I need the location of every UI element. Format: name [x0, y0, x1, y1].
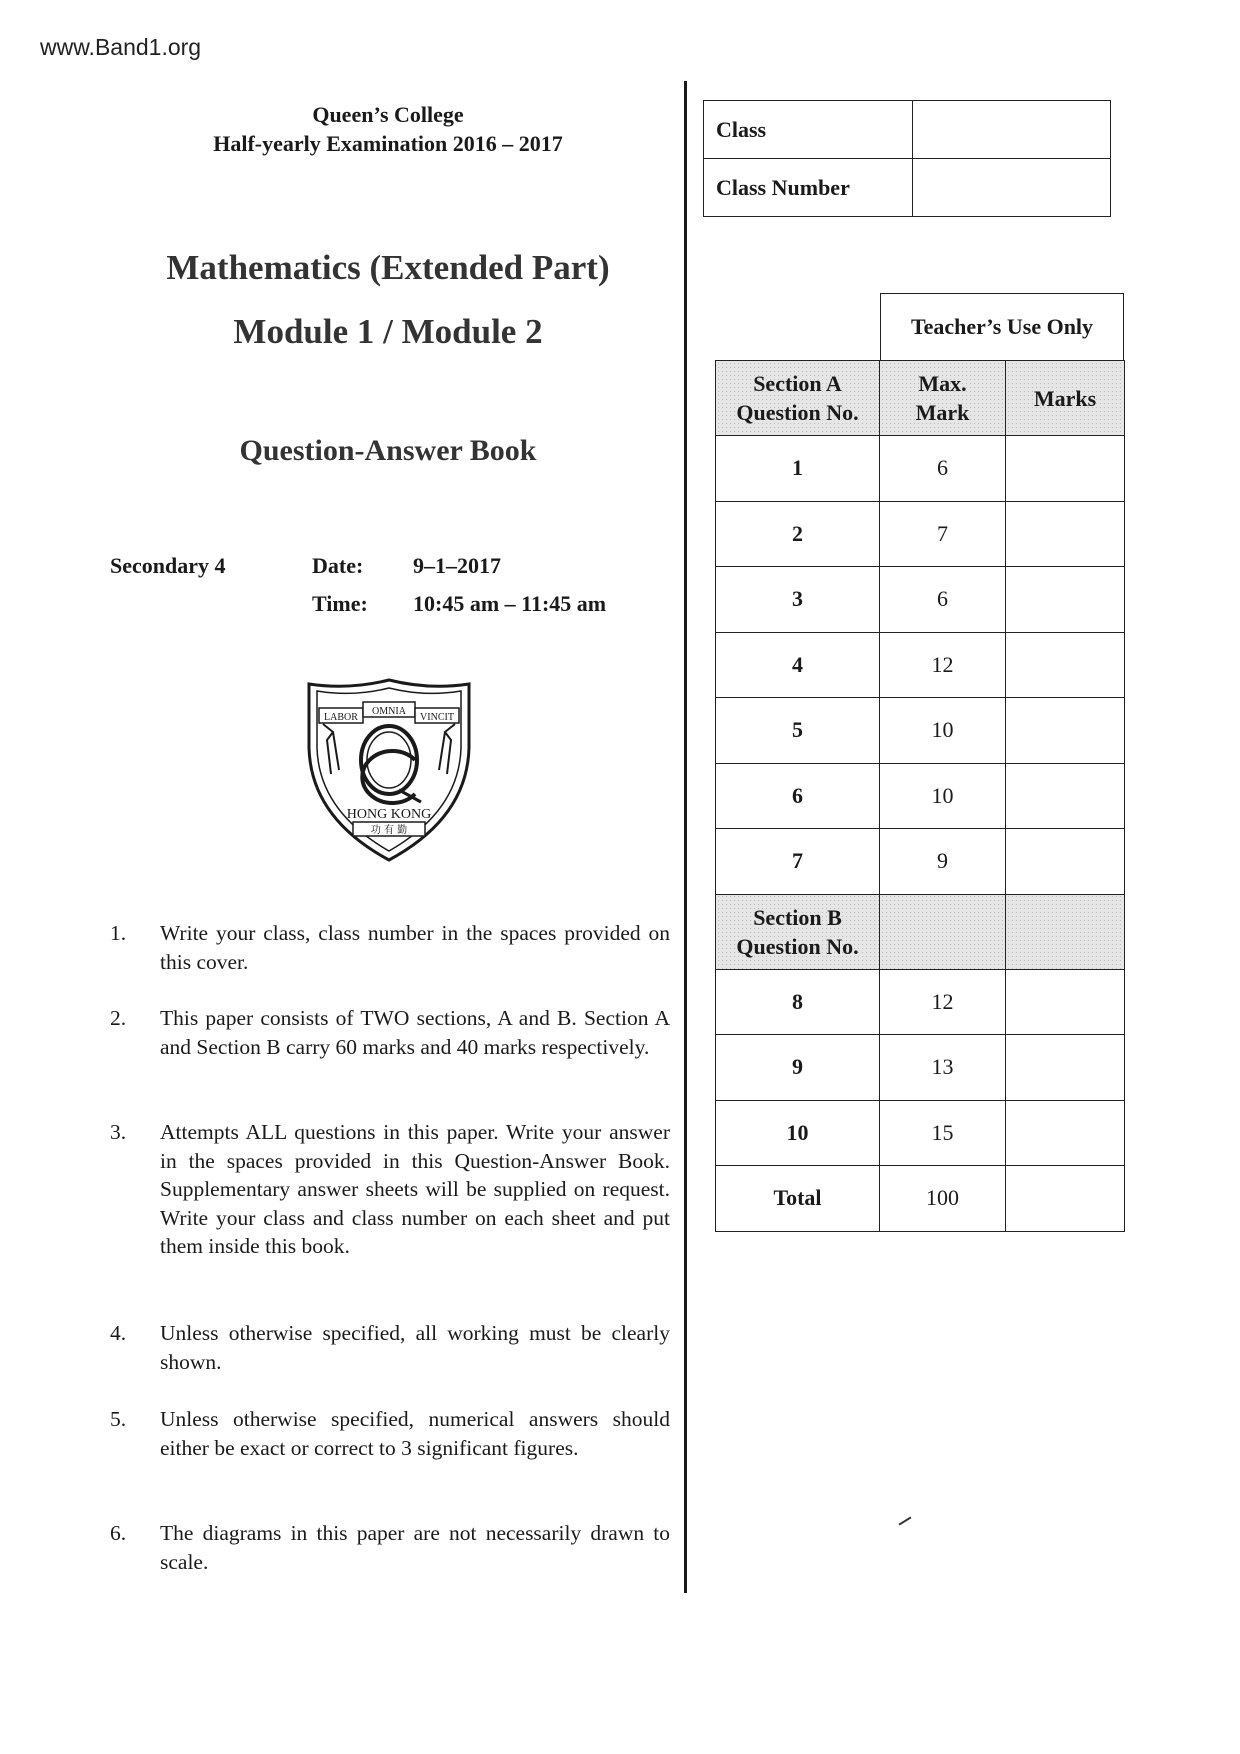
marks-cell[interactable] [1006, 1100, 1125, 1166]
stray-pen-mark [899, 1516, 912, 1525]
instruction-text: Write your class, class number in the spaces provided on this cover. [160, 921, 670, 974]
class-number-label: Class Number [704, 159, 913, 217]
max-mark: 10 [880, 698, 1006, 764]
instruction-number: 2. [110, 1006, 127, 1030]
table-row [716, 436, 1125, 502]
max-mark-header: Max. Mark [880, 361, 1006, 436]
instruction-text: This paper consists of TWO sections, A and B. Section A and Section B carry 60 marks and 40 marks respectively. [160, 1006, 670, 1059]
time-label: Time: [312, 591, 368, 616]
instruction-item [110, 1519, 670, 1576]
max-mark: 12 [880, 969, 1006, 1035]
max-mark: 9 [880, 829, 1006, 895]
instruction-number: 1. [110, 921, 127, 945]
table-row [716, 1100, 1125, 1166]
section-a-header: Section A Question No. [716, 361, 880, 436]
total-marks-cell[interactable] [1006, 1166, 1125, 1232]
instruction-item [110, 919, 670, 976]
page-divider [684, 81, 687, 1593]
question-number: 5 [716, 698, 880, 764]
subject-title: Mathematics (Extended Part) [166, 248, 610, 287]
total-row [716, 1166, 1125, 1232]
marks-table [715, 360, 1125, 1232]
instruction-item [110, 1118, 670, 1261]
class-info-box [703, 100, 1111, 217]
question-number: 4 [716, 632, 880, 698]
crest-location: HONG KONG [346, 807, 432, 822]
max-mark: 15 [880, 1100, 1006, 1166]
question-number: 6 [716, 763, 880, 829]
date-value: 9–1–2017 [413, 553, 501, 578]
section-a-header-row [716, 361, 1125, 436]
table-row [716, 1035, 1125, 1101]
date-label: Date: [312, 553, 364, 578]
max-mark: 13 [880, 1035, 1006, 1101]
question-number: 3 [716, 567, 880, 633]
question-number: 9 [716, 1035, 880, 1101]
class-label: Class [704, 101, 913, 159]
instruction-text: Unless otherwise specified, all working must be clearly shown. [160, 1321, 670, 1374]
max-mark: 7 [880, 501, 1006, 567]
instruction-number: 6. [110, 1521, 127, 1545]
instruction-text: Attempts ALL questions in this paper. Write your answer in the spaces provided in this Question-Answer Book. Supplementary answer sheets will be supplied on request. Write your class and class number on each sheet and put them inside this book. [160, 1120, 670, 1258]
max-mark: 6 [880, 436, 1006, 502]
marks-header: Marks [1006, 361, 1125, 436]
instruction-item [110, 1405, 670, 1462]
marks-cell[interactable] [1006, 829, 1125, 895]
module-title: Module 1 / Module 2 [233, 312, 543, 351]
question-number: 10 [716, 1100, 880, 1166]
question-number: 2 [716, 501, 880, 567]
instruction-text: Unless otherwise specified, numerical answers should either be exact or correct to 3 significant figures. [160, 1407, 670, 1460]
marks-cell[interactable] [1006, 763, 1125, 829]
table-row [716, 763, 1125, 829]
section-b-max-blank [880, 894, 1006, 969]
instruction-number: 4. [110, 1321, 127, 1345]
marks-cell[interactable] [1006, 1035, 1125, 1101]
instruction-item [110, 1319, 670, 1376]
table-row [716, 567, 1125, 633]
time-value: 10:45 am – 11:45 am [413, 591, 607, 616]
class-field[interactable] [913, 101, 1111, 159]
level-label: Secondary 4 [110, 553, 226, 578]
school-name: Queen’s College [312, 102, 464, 127]
section-b-marks-blank [1006, 894, 1125, 969]
crest-chinese-motto: 功 有 勤 [370, 825, 408, 836]
instruction-number: 3. [110, 1120, 127, 1144]
marks-cell[interactable] [1006, 501, 1125, 567]
table-row [716, 698, 1125, 764]
exam-title: Half-yearly Examination 2016 – 2017 [213, 131, 563, 156]
crest-motto-left: LABOR [324, 712, 358, 723]
question-number: 7 [716, 829, 880, 895]
watermark: www.Band1.org [40, 34, 202, 60]
max-mark: 12 [880, 632, 1006, 698]
crest-motto-center: OMNIA [372, 706, 406, 717]
table-row [716, 501, 1125, 567]
book-type: Question-Answer Book [239, 434, 537, 467]
teacher-use-header: Teacher’s Use Only [880, 293, 1124, 360]
max-mark: 10 [880, 763, 1006, 829]
class-number-field[interactable] [913, 159, 1111, 217]
instruction-item [110, 1004, 670, 1061]
max-mark: 6 [880, 567, 1006, 633]
instruction-text: The diagrams in this paper are not necessarily drawn to scale. [160, 1521, 670, 1574]
section-b-header-row [716, 894, 1125, 969]
crest-motto-right: VINCIT [420, 712, 454, 723]
marks-cell[interactable] [1006, 632, 1125, 698]
table-row [716, 829, 1125, 895]
section-b-header: Section B Question No. [716, 894, 880, 969]
instruction-number: 5. [110, 1407, 127, 1431]
total-max-mark: 100 [880, 1166, 1006, 1232]
question-number: 1 [716, 436, 880, 502]
marks-cell[interactable] [1006, 969, 1125, 1035]
question-number: 8 [716, 969, 880, 1035]
marks-cell[interactable] [1006, 567, 1125, 633]
total-label: Total [716, 1166, 880, 1232]
table-row [716, 632, 1125, 698]
marks-cell[interactable] [1006, 436, 1125, 502]
marks-cell[interactable] [1006, 698, 1125, 764]
school-crest-icon [303, 678, 475, 869]
table-row [716, 969, 1125, 1035]
